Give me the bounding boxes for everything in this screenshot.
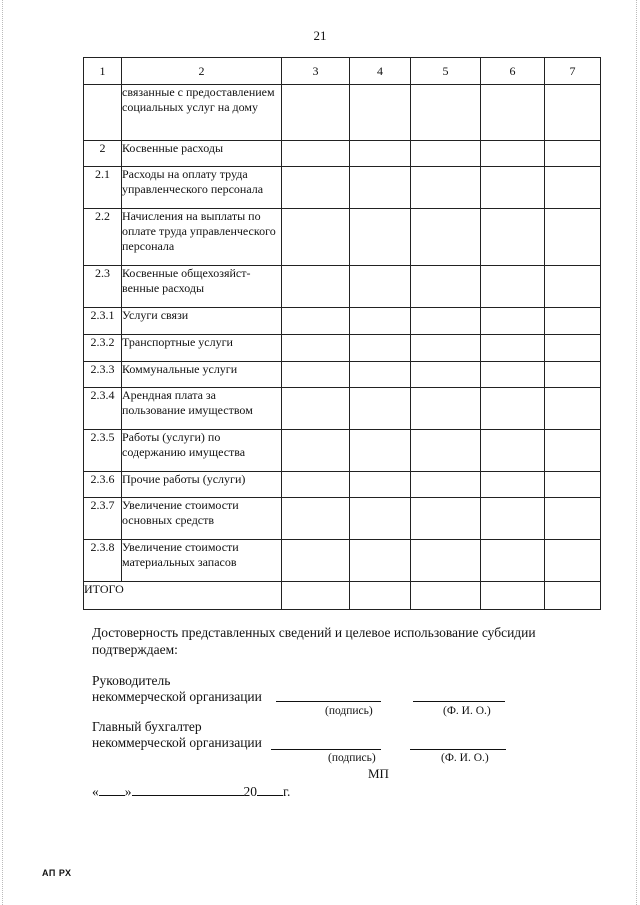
left-margin-dots bbox=[2, 0, 4, 905]
value-cell bbox=[282, 472, 350, 498]
row-name: Транспортные услуги bbox=[122, 335, 282, 362]
row-name: Арендная плата за пользование имуществом bbox=[122, 388, 282, 430]
date-month-field[interactable] bbox=[132, 783, 244, 796]
accountant-sign-hint: (подпись) bbox=[328, 752, 376, 764]
column-header: 4 bbox=[350, 58, 411, 85]
value-cell bbox=[411, 209, 481, 266]
value-cell bbox=[411, 498, 481, 540]
row-number: 2 bbox=[84, 141, 122, 167]
row-number: 2.3.5 bbox=[84, 430, 122, 472]
value-cell bbox=[481, 209, 545, 266]
value-cell bbox=[545, 362, 601, 388]
value-cell bbox=[350, 141, 411, 167]
table-row bbox=[84, 308, 601, 335]
value-cell bbox=[411, 266, 481, 308]
value-cell bbox=[481, 388, 545, 430]
column-header: 7 bbox=[545, 58, 601, 85]
value-cell bbox=[350, 209, 411, 266]
value-cell bbox=[481, 335, 545, 362]
row-number: 2.3.8 bbox=[84, 540, 122, 582]
table-row bbox=[84, 209, 601, 266]
date-day-field[interactable] bbox=[99, 783, 125, 796]
value-cell bbox=[411, 308, 481, 335]
row-name: Расходы на оплату труда управленческого персонала bbox=[122, 167, 282, 209]
table-row bbox=[84, 430, 601, 472]
report-table bbox=[83, 57, 601, 610]
date-year-prefix: 20 bbox=[243, 784, 257, 799]
table-row bbox=[84, 85, 601, 141]
table-row bbox=[84, 141, 601, 167]
value-cell bbox=[411, 430, 481, 472]
value-cell bbox=[411, 388, 481, 430]
value-cell bbox=[411, 167, 481, 209]
value-cell bbox=[350, 167, 411, 209]
value-cell bbox=[411, 582, 481, 610]
head-signature-line[interactable] bbox=[276, 701, 381, 702]
page-number: 21 bbox=[313, 28, 327, 43]
value-cell bbox=[350, 388, 411, 430]
value-cell bbox=[481, 362, 545, 388]
row-name: Работы (услуги) по содержанию имущества bbox=[122, 430, 282, 472]
table-row bbox=[84, 472, 601, 498]
row-number: 2.3.7 bbox=[84, 498, 122, 540]
value-cell bbox=[411, 472, 481, 498]
value-cell bbox=[481, 85, 545, 141]
value-cell bbox=[411, 141, 481, 167]
table-row bbox=[84, 335, 601, 362]
column-header: 3 bbox=[282, 58, 350, 85]
table-row bbox=[84, 167, 601, 209]
value-cell bbox=[481, 430, 545, 472]
value-cell bbox=[282, 335, 350, 362]
value-cell bbox=[282, 209, 350, 266]
table-header-row bbox=[84, 58, 601, 85]
value-cell bbox=[282, 430, 350, 472]
value-cell bbox=[282, 582, 350, 610]
value-cell bbox=[481, 540, 545, 582]
head-title-line1: Руководитель bbox=[92, 673, 171, 688]
value-cell bbox=[481, 498, 545, 540]
row-name: связанные с предоставлением социальных услуг на дому bbox=[122, 85, 282, 141]
value-cell bbox=[481, 167, 545, 209]
value-cell bbox=[282, 308, 350, 335]
value-cell bbox=[350, 540, 411, 582]
value-cell bbox=[545, 141, 601, 167]
value-cell bbox=[350, 430, 411, 472]
value-cell bbox=[481, 582, 545, 610]
table-row bbox=[84, 388, 601, 430]
value-cell bbox=[545, 209, 601, 266]
row-name: Коммунальные услуги bbox=[122, 362, 282, 388]
value-cell bbox=[350, 498, 411, 540]
value-cell bbox=[545, 85, 601, 141]
value-cell bbox=[350, 335, 411, 362]
head-sign-hint: (подпись) bbox=[325, 705, 373, 717]
value-cell bbox=[411, 335, 481, 362]
table-row bbox=[84, 362, 601, 388]
accountant-signature-line[interactable] bbox=[271, 749, 381, 750]
table-row bbox=[84, 498, 601, 540]
value-cell bbox=[545, 498, 601, 540]
date-open-quote: « bbox=[92, 784, 99, 799]
date-year-suffix: г. bbox=[283, 784, 291, 799]
row-name: Косвенные общехозяйст-венные расходы bbox=[122, 266, 282, 308]
value-cell bbox=[545, 308, 601, 335]
head-name-line[interactable] bbox=[413, 701, 505, 702]
value-cell bbox=[350, 472, 411, 498]
value-cell bbox=[481, 266, 545, 308]
head-title bbox=[92, 673, 262, 705]
value-cell bbox=[481, 472, 545, 498]
stamp-label: МП bbox=[368, 766, 389, 781]
value-cell bbox=[481, 141, 545, 167]
value-cell bbox=[282, 141, 350, 167]
footer-mark: АП РХ bbox=[42, 868, 72, 878]
accountant-title-line2: некоммерческой организации bbox=[92, 735, 262, 750]
row-number: 2.3 bbox=[84, 266, 122, 308]
head-name-hint: (Ф. И. О.) bbox=[443, 705, 491, 717]
table-row bbox=[84, 540, 601, 582]
row-number: 2.3.4 bbox=[84, 388, 122, 430]
date-close-quote: » bbox=[124, 784, 132, 799]
value-cell bbox=[282, 362, 350, 388]
date-year-field[interactable] bbox=[257, 783, 283, 796]
value-cell bbox=[282, 388, 350, 430]
row-name: Увеличение стоимости основных средств bbox=[122, 498, 282, 540]
value-cell bbox=[545, 472, 601, 498]
row-number: 2.3.3 bbox=[84, 362, 122, 388]
value-cell bbox=[411, 540, 481, 582]
value-cell bbox=[545, 430, 601, 472]
row-number: 2.1 bbox=[84, 167, 122, 209]
value-cell bbox=[481, 308, 545, 335]
value-cell bbox=[545, 582, 601, 610]
accountant-name-line[interactable] bbox=[410, 749, 506, 750]
row-name: Прочие работы (услуги) bbox=[122, 472, 282, 498]
value-cell bbox=[282, 85, 350, 141]
right-margin-dots bbox=[636, 0, 638, 905]
confirmation-text: Достоверность представленных сведений и целевое использование субсидии подтверждаем: bbox=[92, 625, 536, 657]
value-cell bbox=[350, 308, 411, 335]
row-name: Увеличение стоимости материальных запасов bbox=[122, 540, 282, 582]
row-name: Услуги связи bbox=[122, 308, 282, 335]
accountant-title bbox=[92, 719, 262, 751]
column-header: 2 bbox=[122, 58, 282, 85]
value-cell bbox=[545, 266, 601, 308]
value-cell bbox=[545, 167, 601, 209]
value-cell bbox=[545, 388, 601, 430]
value-cell bbox=[282, 266, 350, 308]
accountant-title-line1: Главный бухгалтер bbox=[92, 719, 202, 734]
value-cell bbox=[411, 362, 481, 388]
column-header: 5 bbox=[411, 58, 481, 85]
row-number: 2.2 bbox=[84, 209, 122, 266]
value-cell bbox=[545, 335, 601, 362]
value-cell bbox=[350, 85, 411, 141]
row-number: 2.3.2 bbox=[84, 335, 122, 362]
table-row bbox=[84, 266, 601, 308]
accountant-name-hint: (Ф. И. О.) bbox=[441, 752, 489, 764]
value-cell bbox=[350, 266, 411, 308]
value-cell bbox=[350, 582, 411, 610]
row-number: 2.3.1 bbox=[84, 308, 122, 335]
column-header: 1 bbox=[84, 58, 122, 85]
value-cell bbox=[282, 498, 350, 540]
value-cell bbox=[282, 540, 350, 582]
value-cell bbox=[545, 540, 601, 582]
value-cell bbox=[350, 362, 411, 388]
row-name: Начисления на выплаты по оплате труда управленческого персонала bbox=[122, 209, 282, 266]
value-cell bbox=[411, 85, 481, 141]
table-total-row bbox=[84, 582, 601, 610]
column-header: 6 bbox=[481, 58, 545, 85]
head-title-line2: некоммерческой организации bbox=[92, 689, 262, 704]
row-number: 2.3.6 bbox=[84, 472, 122, 498]
row-number bbox=[84, 85, 122, 141]
row-name: Косвенные расходы bbox=[122, 141, 282, 167]
value-cell bbox=[282, 167, 350, 209]
total-label: ИТОГО bbox=[84, 582, 282, 610]
date-line bbox=[92, 783, 290, 800]
